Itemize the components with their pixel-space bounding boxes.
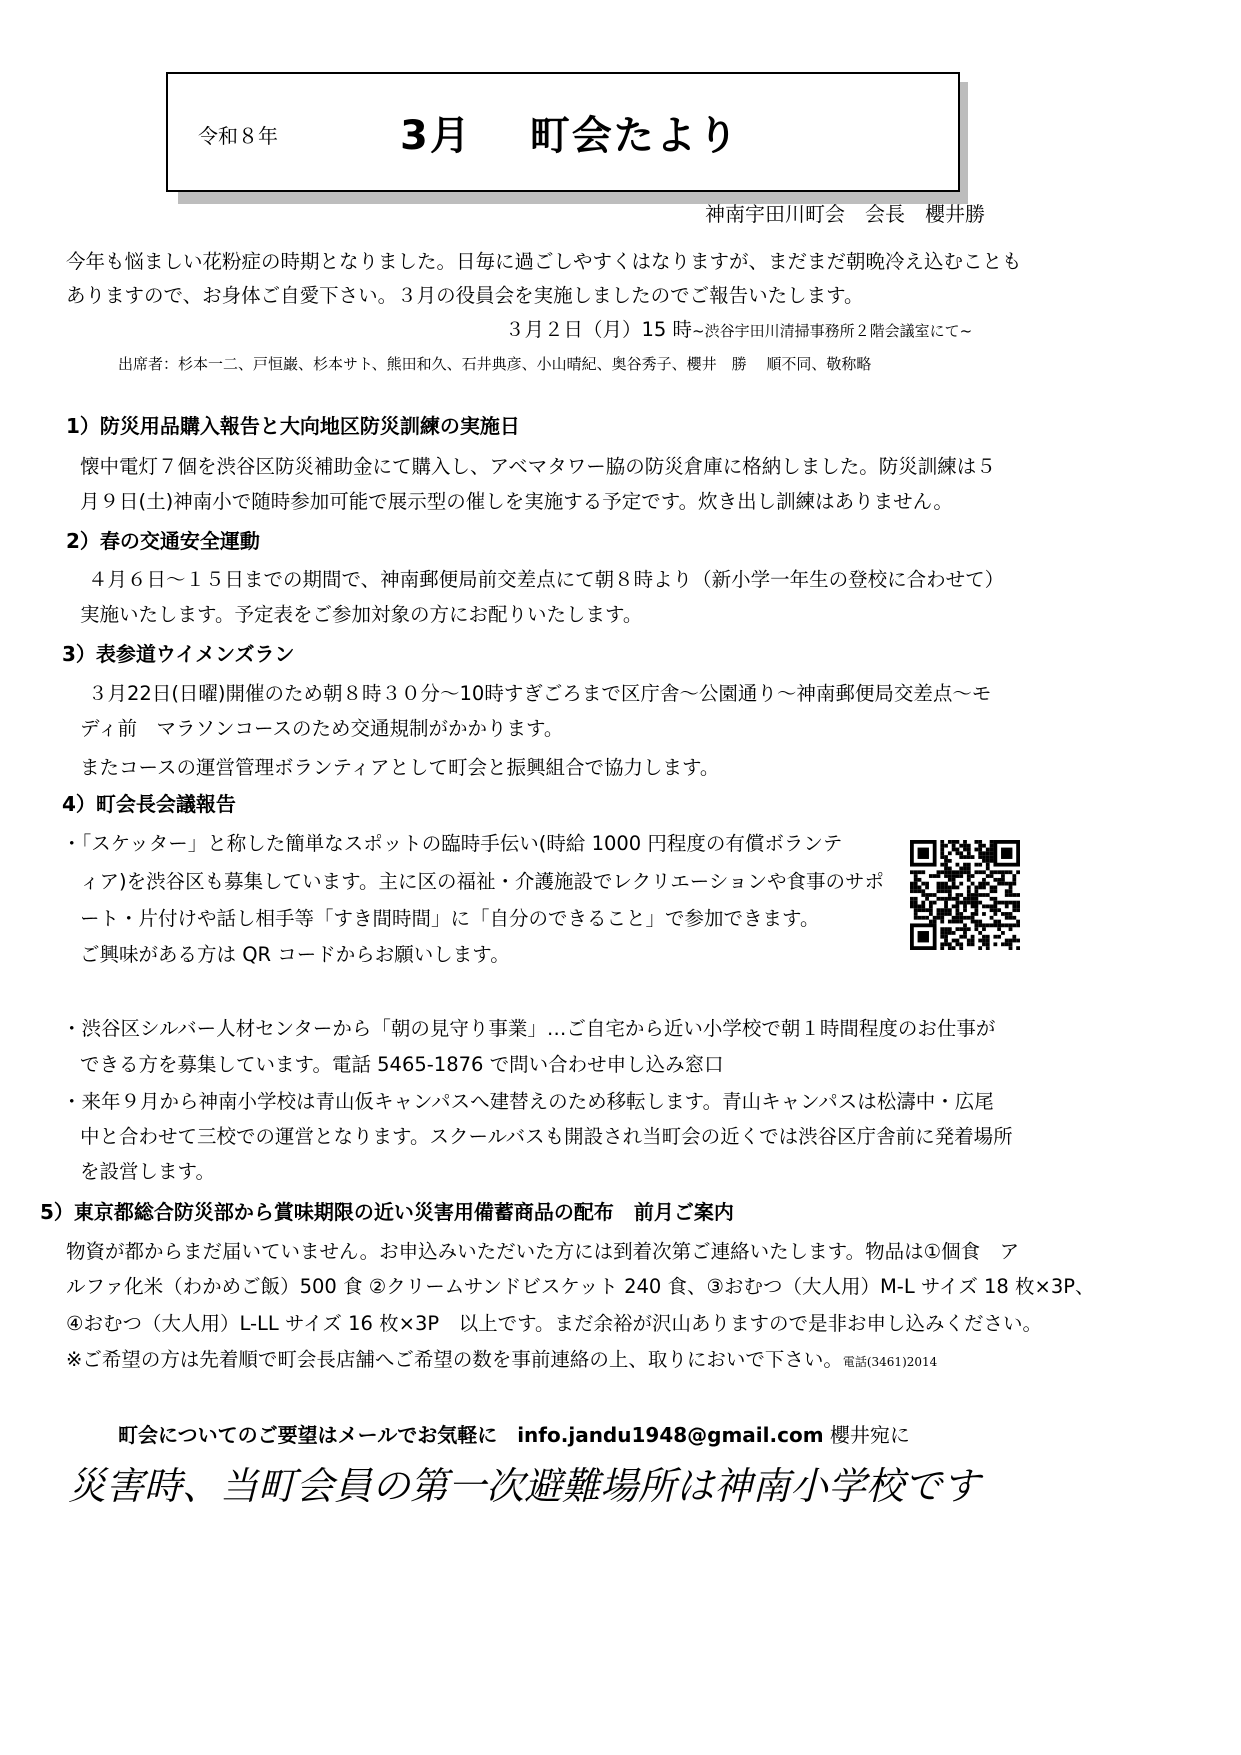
contact-line	[118, 1423, 910, 1447]
meeting-place: ~渋谷宇田川清掃事務所２階会議室にて~	[692, 322, 973, 340]
meeting-date: ３月２日（月）15 時	[505, 318, 693, 341]
section-line: 懐中電灯７個を渋谷区防災補助金にて購入し、アベマタワー脇の防災倉庫に格納しました。防災訓練は５	[80, 455, 996, 478]
section-line: ・「スケッター」と称した簡単なスポットの臨時手伝い(時給 1000 円程度の有償ボランテ	[62, 832, 843, 855]
section-line: ディ前 マラソンコースのため交通規制がかかります。	[80, 717, 564, 740]
qr-code[interactable]	[910, 840, 1020, 950]
section-line: 中と合わせて三校での運営となります。スクールバスも開設され当町会の近くでは渋谷区庁舎前に発着場所	[80, 1125, 1013, 1148]
intro-line: ありますので、お身体ご自愛下さい。３月の役員会を実施しましたのでご報告いたします。	[66, 284, 864, 307]
section-line: ４月６日～１５日までの期間で、神南郵便局前交差点にて朝８時より（新小学一年生の登校に合わせて）	[88, 568, 1005, 591]
section-line: ３月22日(日曜)開催のため朝８時３０分～10時すぎごろまで区庁舎～公園通り～神南郵便局交差点～モ	[88, 682, 992, 705]
section-line: またコースの運営管理ボランティアとして町会と振興組合で協力します。	[80, 756, 720, 779]
meeting-info	[505, 318, 972, 343]
section-heading: 2）春の交通安全運動	[66, 529, 260, 553]
page-title: 3月 町会たより	[400, 113, 740, 159]
section-line: ご興味がある方は QR コードからお願いします。	[80, 943, 510, 966]
section-line: ルファ化米（わかめご飯）500 食 ②クリームサンドビスケット 240 食、③おむつ（大人用）M-L サイズ 18 枚×3P、	[66, 1275, 1095, 1298]
phone-number: 電話(3461)2014	[842, 1355, 938, 1369]
section-line: を設営します。	[80, 1160, 215, 1183]
section-line	[66, 1348, 937, 1374]
section-line: ④おむつ（大人用）L-LL サイズ 16 枚×3P 以上です。まだ余裕が沢山ありますので是非お申し込みください。	[66, 1312, 1043, 1335]
section-heading: 3）表参道ウイメンズラン	[62, 642, 295, 666]
intro-line: 今年も悩ましい花粉症の時期となりました。日毎に過ごしやすくはなりますが、まだまだ朝晩冷え込むことも	[66, 250, 1022, 273]
section-line: ・渋谷区シルバー人材センターから「朝の見守り事業」…ご自宅から近い小学校で朝１時間程度のお仕事が	[62, 1017, 996, 1040]
section-line: ・来年９月から神南小学校は青山仮キャンパスへ建替えのため移転します。青山キャンパスは松濤中・広尾	[62, 1090, 994, 1113]
section-heading: 1）防災用品購入報告と大向地区防災訓練の実施日	[66, 414, 520, 438]
title-year: 令和８年	[198, 124, 278, 148]
section-heading: 5）東京都総合防災部から賞味期限の近い災害用備蓄商品の配布 前月ご案内	[40, 1200, 734, 1224]
attendees: 出席者：杉本一二、戸恒巌、杉本サト、熊田和久、石井典彦、小山晴紀、奥谷秀子、櫻井 勝 順不同、敬称略	[118, 355, 872, 373]
section-line: 物資が都からまだ届いていません。お申込みいただいた方には到着次第ご連絡いたします。物品は①個食 ア	[66, 1240, 1020, 1263]
section-line: 月９日(土)神南小で随時参加可能で展示型の催しを実施する予定です。炊き出し訓練はありません。	[80, 490, 953, 513]
email-link[interactable]: info.jandu1948@gmail.com	[517, 1423, 824, 1447]
pickup-note: ※ご希望の方は先着順で町会長店舗へご希望の数を事前連絡の上、取りにおいで下さい。	[66, 1348, 843, 1371]
contact-text: 町会についてのご要望はメールでお気軽に	[118, 1423, 518, 1447]
evacuation-slogan: 災害時、当町会員の第一次避難場所は神南小学校です	[68, 1464, 981, 1508]
section-line: できる方を募集しています。電話 5465-1876 で問い合わせ申し込み窓口	[80, 1053, 724, 1076]
author: 神南宇田川町会 会長 櫻井勝	[705, 202, 985, 226]
section-line: 実施いたします。予定表をご参加対象の方にお配りいたします。	[80, 603, 643, 626]
section-heading: 4）町会長会議報告	[62, 792, 236, 816]
section-line: ート・片付けや話し相手等「すき間時間」に「自分のできること」で参加できます。	[80, 907, 820, 930]
section-line: ィア)を渋谷区も募集しています。主に区の福祉・介護施設でレクリエーションや食事のサポ	[80, 870, 884, 893]
contact-to: 櫻井宛に	[823, 1423, 910, 1447]
